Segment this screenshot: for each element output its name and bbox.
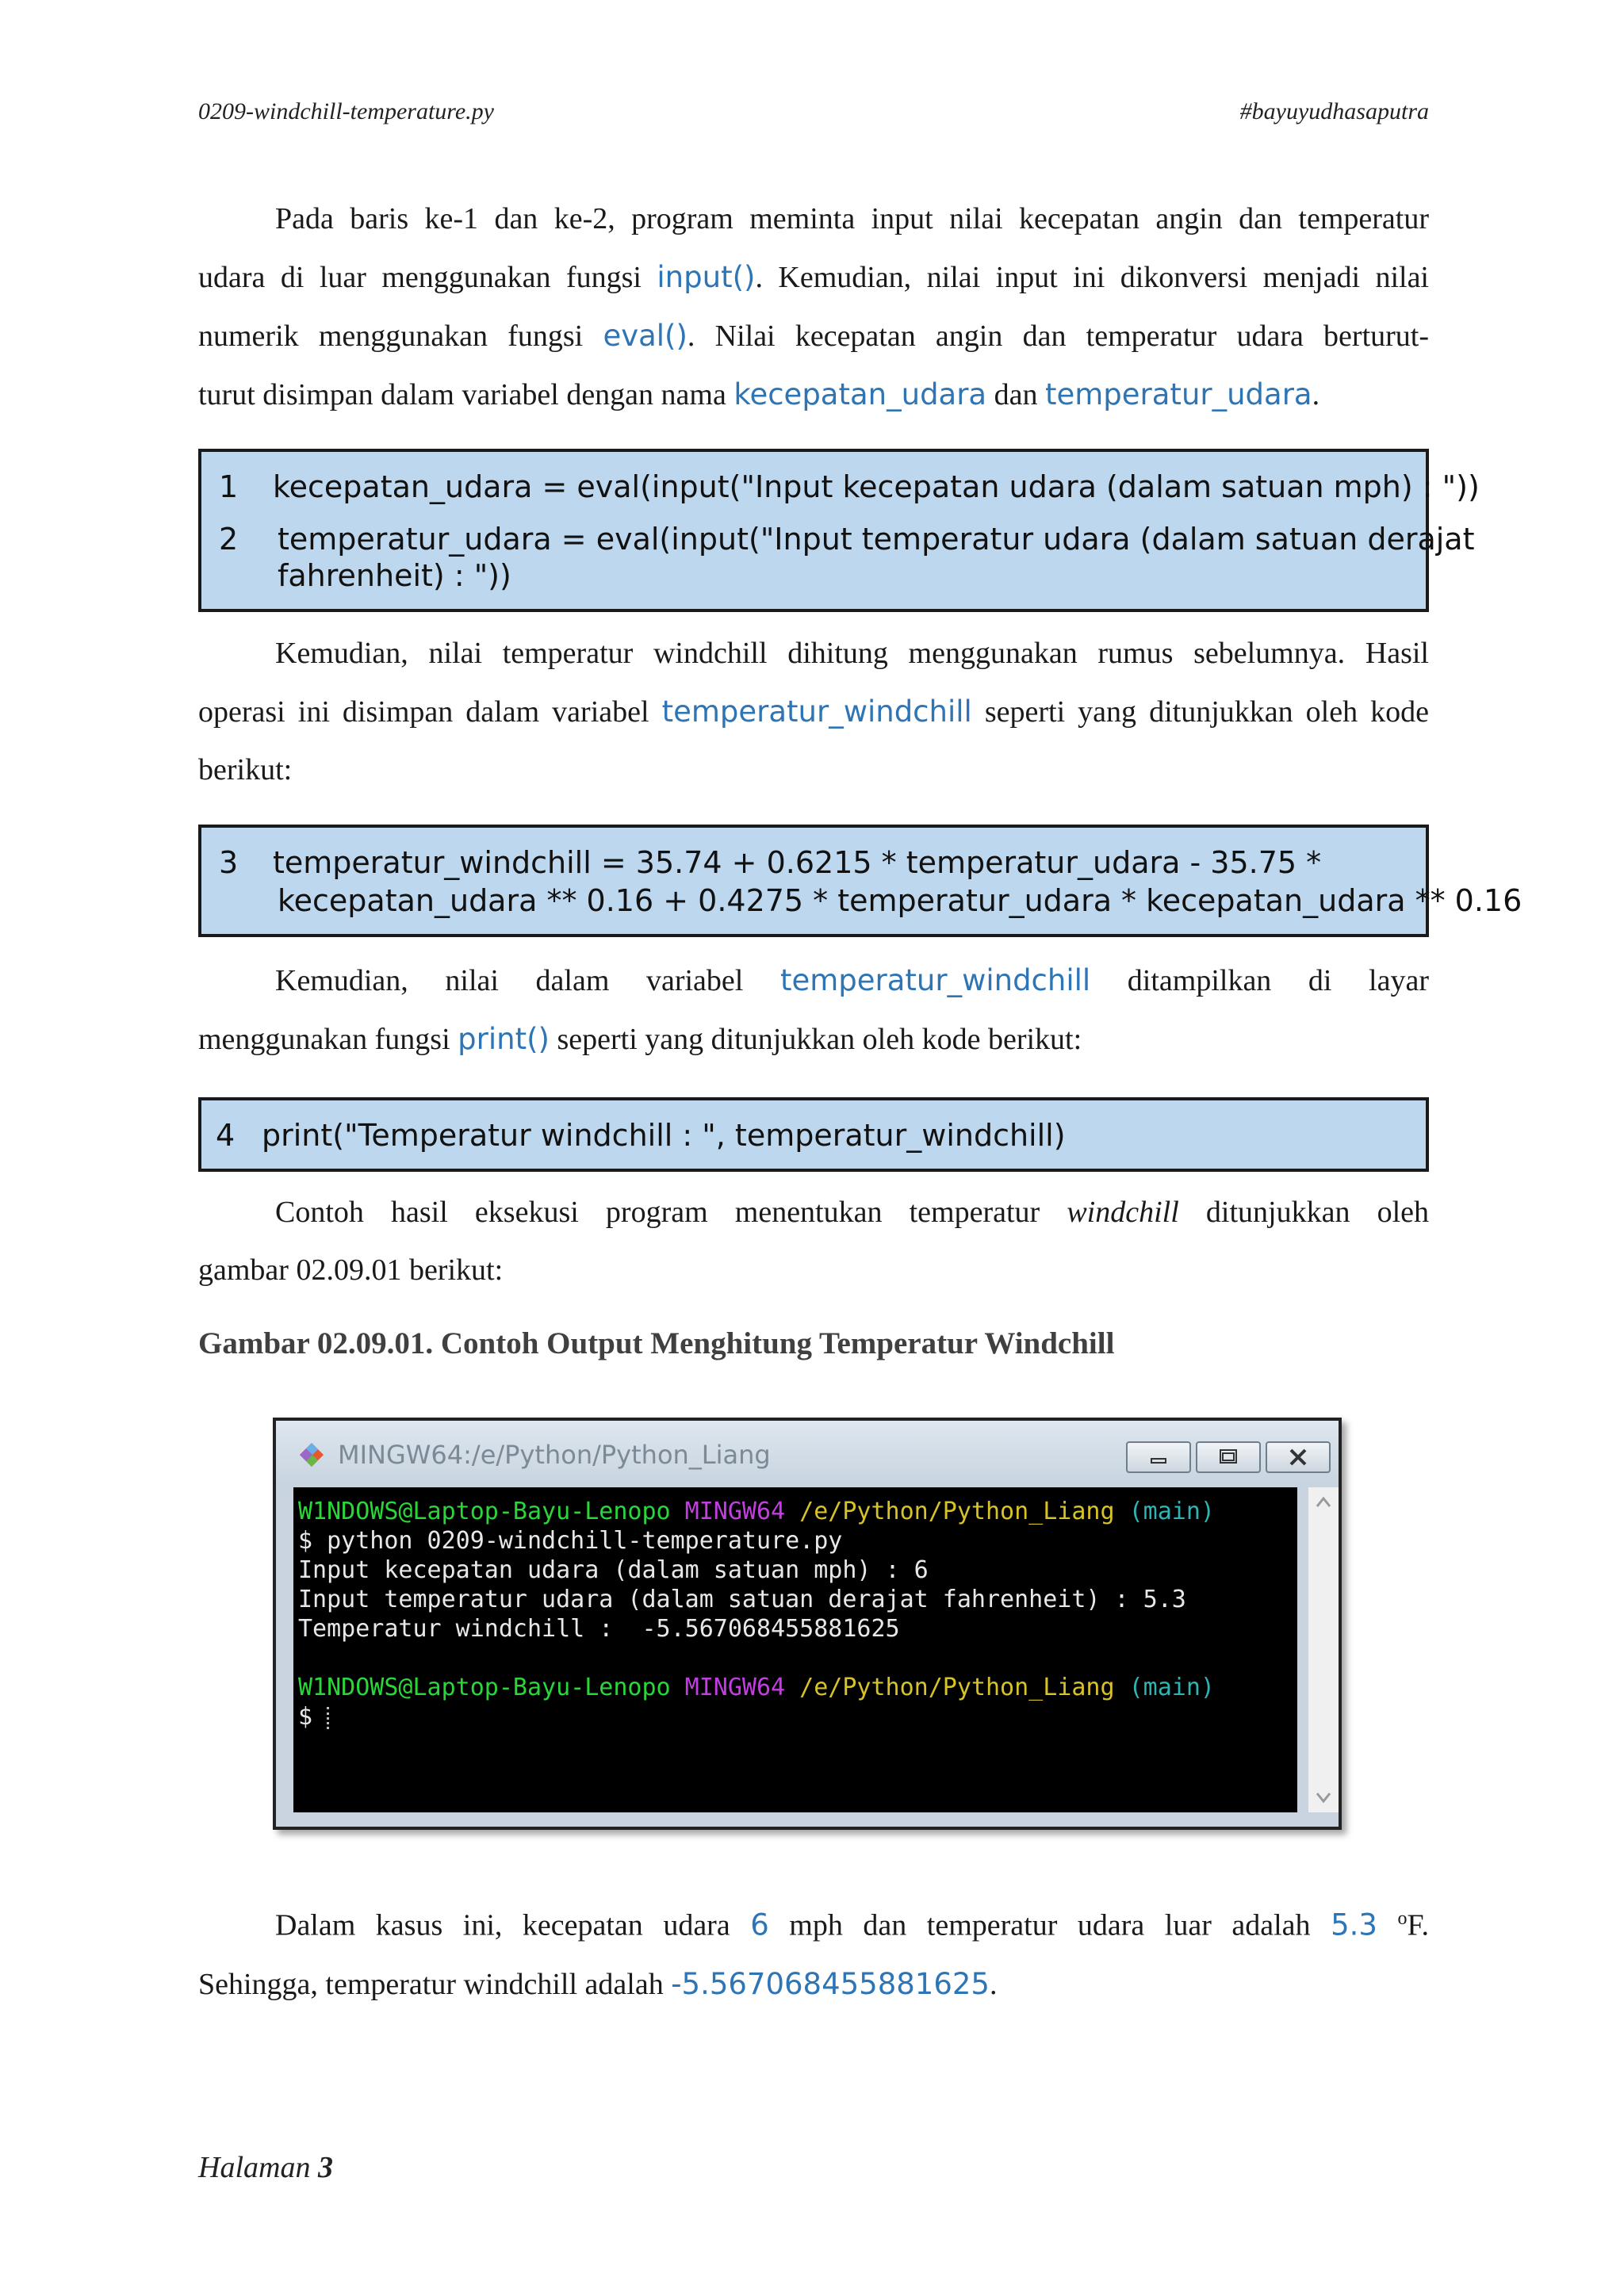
header-author: #bayuyudhasaputra [1239, 98, 1429, 124]
code-text: temperatur_windchill = 35.74 + 0.6215 * temperatur_udara - 35.75 * [273, 845, 1322, 880]
code-text: temperatur_udara = eval(input("Input temperatur udara (dalam satuan derajat [278, 522, 1475, 557]
terminal-output-line: Input kecepatan udara (dalam satuan mph) : 6 [298, 1556, 929, 1584]
line-number: 3 [219, 845, 239, 880]
code-block-input [198, 449, 1480, 612]
paragraph-intro [198, 190, 1429, 424]
line-number: 4 [216, 1118, 236, 1153]
para-line: gambar 02.09.01 berikut: [198, 1253, 504, 1287]
minimize-icon [1128, 1443, 1189, 1471]
terminal-prompt: W1NDOWS@Laptop-Bayu-Lenopo MINGW64 /e/Python/Python_Liang (main) [298, 1498, 1215, 1525]
terminal-output-line: Input temperatur udara (dalam satuan derajat fahrenheit) : 5.3 [298, 1586, 1186, 1613]
code-ref-temperatur: temperatur_udara [1044, 377, 1312, 411]
para-line: numerik menggunakan fungsi eval(). Nilai kecepatan angin dan temperatur udara berturut- [198, 319, 1429, 353]
close-button[interactable] [1266, 1441, 1331, 1473]
para-line: menggunakan fungsi print() seperti yang ditunjukkan oleh kode berikut: [198, 1022, 1082, 1056]
code-block-print [198, 1097, 1429, 1172]
code-ref-input: input() [657, 260, 756, 294]
code-text: fahrenheit) : ")) [278, 558, 511, 593]
header-filename: 0209-windchill-temperature.py [198, 98, 494, 124]
code-text: kecepatan_udara ** 0.16 + 0.4275 * temperatur_udara * kecepatan_udara ** 0.16 [278, 883, 1522, 918]
code-ref-print: print() [458, 1022, 550, 1056]
vertical-scrollbar[interactable] [1308, 1487, 1339, 1812]
title-bar[interactable] [276, 1421, 1339, 1487]
minimize-button[interactable] [1126, 1441, 1191, 1473]
para-line: turut disimpan dalam variabel dengan nama kecepatan_udara dan temperatur_udara. [198, 377, 1320, 411]
figure-caption: Gambar 02.09.01. Contoh Output Menghitung Temperatur Windchill [198, 1326, 1115, 1360]
degree-mark: o [1397, 1908, 1408, 1929]
para-line: operasi ini disimpan dalam variabel temperatur_windchill seperti yang ditunjukkan oleh kode [198, 695, 1429, 729]
terminal-output-line: Temperatur windchill : -5.567068455881625 [298, 1615, 900, 1643]
paragraph-result [198, 1890, 1429, 2014]
para-line: Sehingga, temperatur windchill adalah -5.567068455881625. [198, 1966, 998, 2001]
paragraph-windchill-calc [198, 625, 1429, 799]
window-title: MINGW64:/e/Python/Python_Liang [338, 1440, 771, 1470]
text-cursor [327, 1707, 331, 1729]
code-text: kecepatan_udara = eval(input("Input kecepatan udara (dalam satuan mph) : ")) [273, 469, 1480, 504]
para-line: Kemudian, nilai dalam variabel temperatur_windchill ditampilkan di layar [275, 963, 1430, 997]
maximize-icon [1197, 1443, 1259, 1471]
scroll-arrows [1308, 1487, 1339, 1812]
para-line: Pada baris ke-1 dan ke-2, program meminta input nilai kecepatan angin dan temperatur [275, 202, 1429, 235]
para-line: Kemudian, nilai temperatur windchill dihitung menggunakan rumus sebelumnya. Hasil [275, 637, 1429, 670]
code-ref-windchill: temperatur_windchill [779, 963, 1091, 997]
para-line: berikut: [198, 753, 293, 786]
line-number: 1 [219, 469, 239, 504]
paragraph-example [198, 1184, 1429, 1299]
para-line: Dalam kasus ini, kecepatan udara 6 mph dan temperatur udara luar adalah 5.3 $^o$F. [275, 1908, 1430, 1942]
terminal-command: $ python 0209-windchill-temperature.py [298, 1527, 843, 1555]
terminal-prompt: W1NDOWS@Laptop-Bayu-Lenopo MINGW64 /e/Python/Python_Liang (main) [298, 1674, 1215, 1701]
para-line: Contoh hasil eksekusi program menentukan temperatur windchill ditunjukkan oleh [275, 1196, 1429, 1229]
code-ref-kecepatan: kecepatan_udara [733, 377, 987, 411]
italic-term: windchill [1067, 1196, 1179, 1229]
code-ref-eval: eval() [603, 319, 688, 353]
close-icon [1267, 1443, 1329, 1471]
page-number: 3 [317, 2151, 333, 2184]
terminal-window [273, 1418, 1342, 1830]
maximize-button[interactable] [1196, 1441, 1261, 1473]
page-footer [198, 2150, 333, 2185]
terminal-input-line[interactable]: $ [298, 1702, 331, 1732]
paragraph-print [198, 951, 1429, 1069]
para-line: udara di luar menggunakan fungsi input(). Kemudian, nilai input ini dikonversi menjadi nilai [198, 260, 1429, 294]
code-ref-windchill: temperatur_windchill [661, 695, 972, 729]
code-block-formula [198, 825, 1522, 937]
value-windchill: -5.567068455881625 [671, 1966, 990, 2001]
code-text: print("Temperatur windchill : ", temperatur_windchill) [262, 1118, 1066, 1153]
value-speed: 6 [750, 1908, 769, 1942]
git-bash-icon [298, 1441, 325, 1468]
line-number: 2 [219, 522, 239, 557]
terminal-output[interactable] [293, 1487, 1297, 1812]
value-temperature: 5.3 [1331, 1908, 1377, 1942]
footer-label: Halaman [198, 2151, 311, 2184]
